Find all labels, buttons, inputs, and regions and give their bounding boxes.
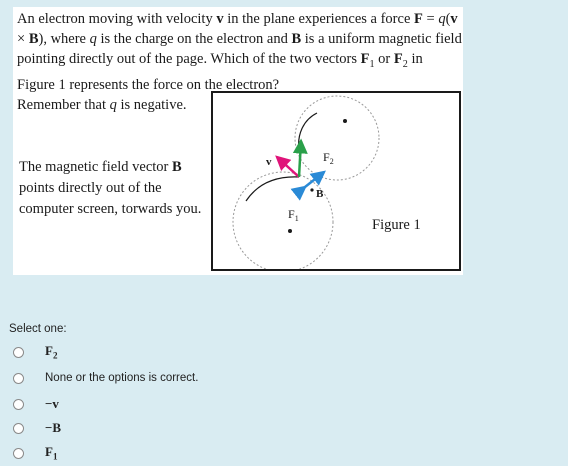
figure-frame [211, 91, 461, 271]
option-neg-b-label: −B [45, 420, 62, 435]
field-b-label: B [316, 188, 324, 200]
figure-area [15, 91, 461, 273]
figure-label: Figure 1 [372, 217, 421, 233]
field-b-dot [310, 188, 313, 191]
radio-f2[interactable] [13, 347, 24, 358]
force-f2-label: $F_2$ [323, 150, 334, 166]
center-dot-left [288, 229, 292, 233]
question-panel [13, 7, 463, 275]
velocity-arrow [277, 157, 299, 177]
option-f1[interactable] [13, 443, 58, 463]
option-f2[interactable] [13, 342, 58, 362]
radio-f1[interactable] [13, 448, 24, 459]
option-neg-v[interactable] [13, 394, 59, 414]
option-none-label: None or the options is correct. [45, 372, 199, 384]
select-one-prompt: Select one: [9, 323, 67, 335]
option-neg-b[interactable] [13, 418, 61, 438]
orbit-circle-left [233, 172, 333, 269]
option-f2-label: $F_2$ [45, 343, 58, 361]
radio-neg-v[interactable] [13, 399, 24, 410]
orbit-circle-right [295, 96, 379, 180]
velocity-label: v [266, 156, 272, 168]
option-neg-v-label: −v [45, 396, 59, 411]
question-statement: An electron moving with velocity v in the plane experiences a force F = q(v × B), where q is the charge on the electron and B is a uniform magnetic field pointing directly out of the page. Which of the two vectors $F_1$ or $F_2$ in Figure 1 represents the force on the electron? [17, 11, 462, 93]
radio-none[interactable] [13, 373, 24, 384]
force-f2-arrow [299, 141, 301, 177]
force-f1-arrow [305, 172, 324, 187]
radio-neg-b[interactable] [13, 423, 24, 434]
remember-note: Remember that q is negative. [17, 96, 187, 113]
option-f1-label: $F_1$ [45, 444, 58, 462]
center-dot-right [343, 119, 347, 123]
force-diagram [213, 93, 459, 269]
option-none[interactable] [13, 368, 198, 388]
force-f1-label: $F_1$ [288, 207, 299, 223]
figure-caption: The magnetic field vector B points directly out of the computer screen, torwards you. [19, 159, 202, 217]
trajectory-arc-lower [246, 177, 299, 201]
